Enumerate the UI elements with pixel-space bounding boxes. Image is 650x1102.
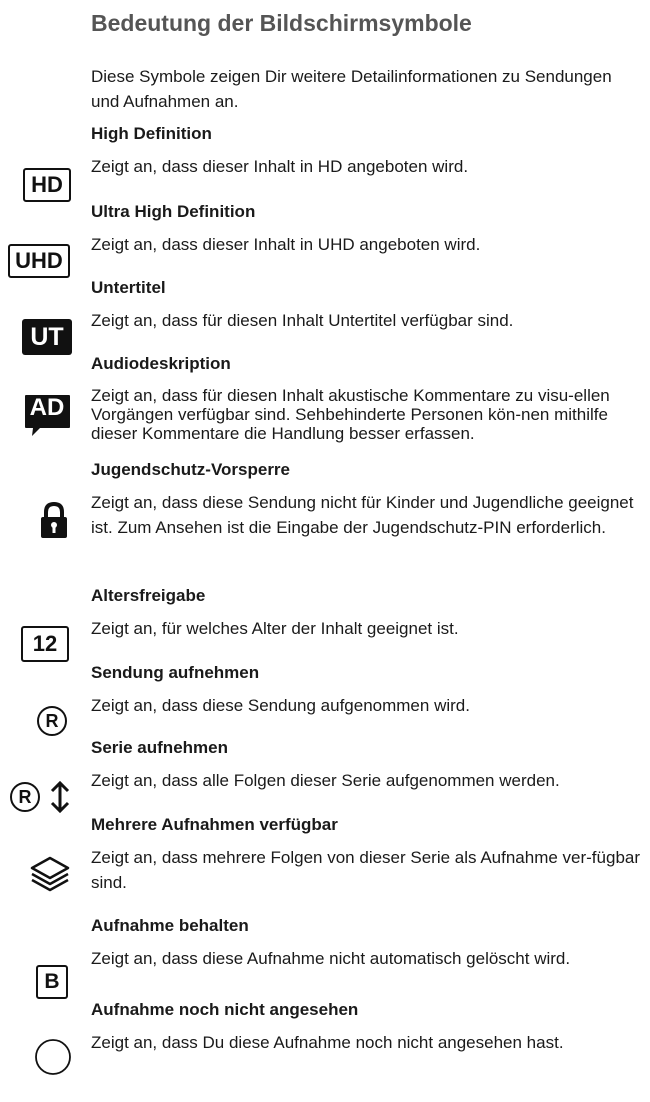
stack-icon [28, 854, 72, 894]
record-icon: R [37, 706, 67, 736]
up-down-arrow-icon [48, 780, 72, 814]
subtitles-icon: UT [22, 319, 72, 355]
entry-heading: Serie aufnehmen [91, 738, 228, 757]
entry-description: Zeigt an, dass für diesen Inhalt akustische Kommentare zu visu-ellen Vorgängen verfügbar sind. Sehbehinderte Personen kön-nen mithilfe dieser Kommentare die Handlung besser erfassen. [91, 386, 610, 443]
entry-heading: Mehrere Aufnahmen verfügbar [91, 815, 338, 834]
age-rating-icon: 12 [21, 626, 69, 662]
entry-description: Zeigt an, dass dieser Inhalt in UHD angeboten wird. [91, 235, 481, 254]
page-title: Bedeutung der Bildschirmsymbole [91, 10, 472, 36]
entry-description: Zeigt an, dass diese Sendung nicht für Kinder und Jugendliche geeignet ist. Zum Ansehen ist die Eingabe der Jugendschutz-PIN erforderlich. [91, 493, 634, 537]
entry-heading: Untertitel [91, 278, 166, 297]
hd-icon: HD [23, 168, 71, 202]
entry-heading: Altersfreigabe [91, 586, 206, 605]
series-record-icon: R [10, 780, 76, 814]
entry-heading: Sendung aufnehmen [91, 663, 260, 682]
entry-heading: Aufnahme noch nicht angesehen [91, 1000, 359, 1019]
entry-heading: Audiodeskription [91, 354, 231, 373]
lock-icon [36, 500, 72, 540]
audio-description-icon: AD [22, 392, 72, 442]
entry-description: Zeigt an, dass diese Aufnahme nicht automatisch gelöscht wird. [91, 949, 571, 968]
intro-text: Diese Symbole zeigen Dir weitere Detailinformationen zu Sendungen und Aufnahmen an. [91, 67, 612, 111]
entry-description: Zeigt an, für welches Alter der Inhalt geeignet ist. [91, 619, 459, 638]
entry-description: Zeigt an, dass für diesen Inhalt Untertitel verfügbar sind. [91, 311, 514, 330]
entry-heading: High Definition [91, 124, 212, 143]
keep-icon: B [36, 965, 68, 999]
entry-heading: Ultra High Definition [91, 202, 256, 221]
entry-description: Zeigt an, dass Du diese Aufnahme noch nicht angesehen hast. [91, 1033, 564, 1052]
entry-description: Zeigt an, dass dieser Inhalt in HD angeboten wird. [91, 157, 469, 176]
entry-description: Zeigt an, dass diese Sendung aufgenommen wird. [91, 696, 470, 715]
entry-heading: Jugendschutz-Vorsperre [91, 460, 291, 479]
uhd-icon: UHD [8, 244, 70, 278]
entry-description: Zeigt an, dass alle Folgen dieser Serie aufgenommen werden. [91, 771, 560, 790]
entry-heading: Aufnahme behalten [91, 916, 249, 935]
unwatched-icon [34, 1038, 72, 1076]
entry-description: Zeigt an, dass mehrere Folgen von dieser Serie als Aufnahme ver-fügbar sind. [91, 848, 641, 892]
